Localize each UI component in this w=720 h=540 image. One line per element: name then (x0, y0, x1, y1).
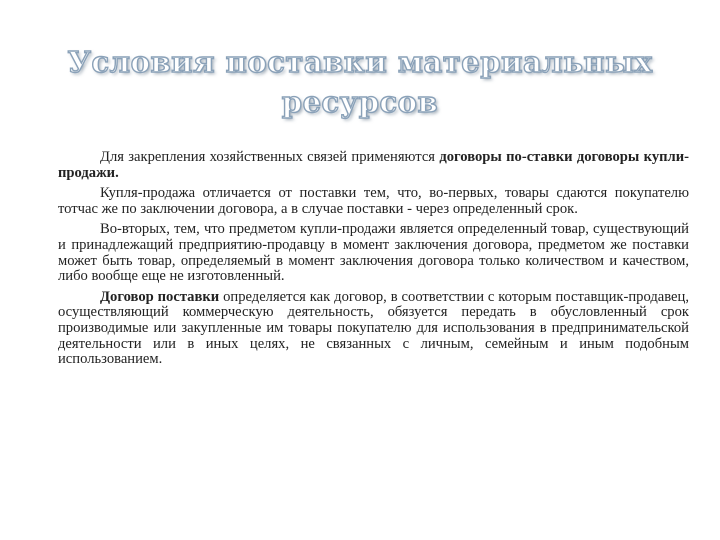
paragraph-second-difference: Во-вторых, тем, что предметом купли-продажи является определенный товар, существующий и принадлежащий предприятию-продавцу в момент заключения договора, предметом же поставки может быть товар, определяемый в момент заключения договора только количеством и качеством, либо вообще еще не изготовленный. (58, 221, 689, 285)
paragraph-first-difference: Купля-продажа отличается от поставки тем, что, во-первых, товары сдаются покупателю тотчас же по заключении договора, а в случае поставки - через определенный срок. (58, 185, 689, 217)
bold-term: договоры по-ставки договоры купли-продажи. (58, 149, 690, 181)
paragraph-text: определяется как договор, в соответствии с которым поставщик-продавец, осуществляющий коммерческую деятельность, обязуется передать в обусловленный срок производимые или закупленные им товары покупателю для использования в предпринимательской деятельности или в иных целях, не связанных с личным, семейным и иным подобным использованием. (58, 288, 689, 368)
page-title: Условия поставки материальных ресурсов (67, 45, 653, 119)
paragraph-supply-contract (58, 290, 689, 368)
body-text (58, 150, 689, 373)
bold-term: Договор поставки (100, 288, 220, 305)
paragraph-contracts (58, 150, 689, 181)
paragraph-text: Для закрепления хозяйственных связей применяются (100, 149, 440, 165)
